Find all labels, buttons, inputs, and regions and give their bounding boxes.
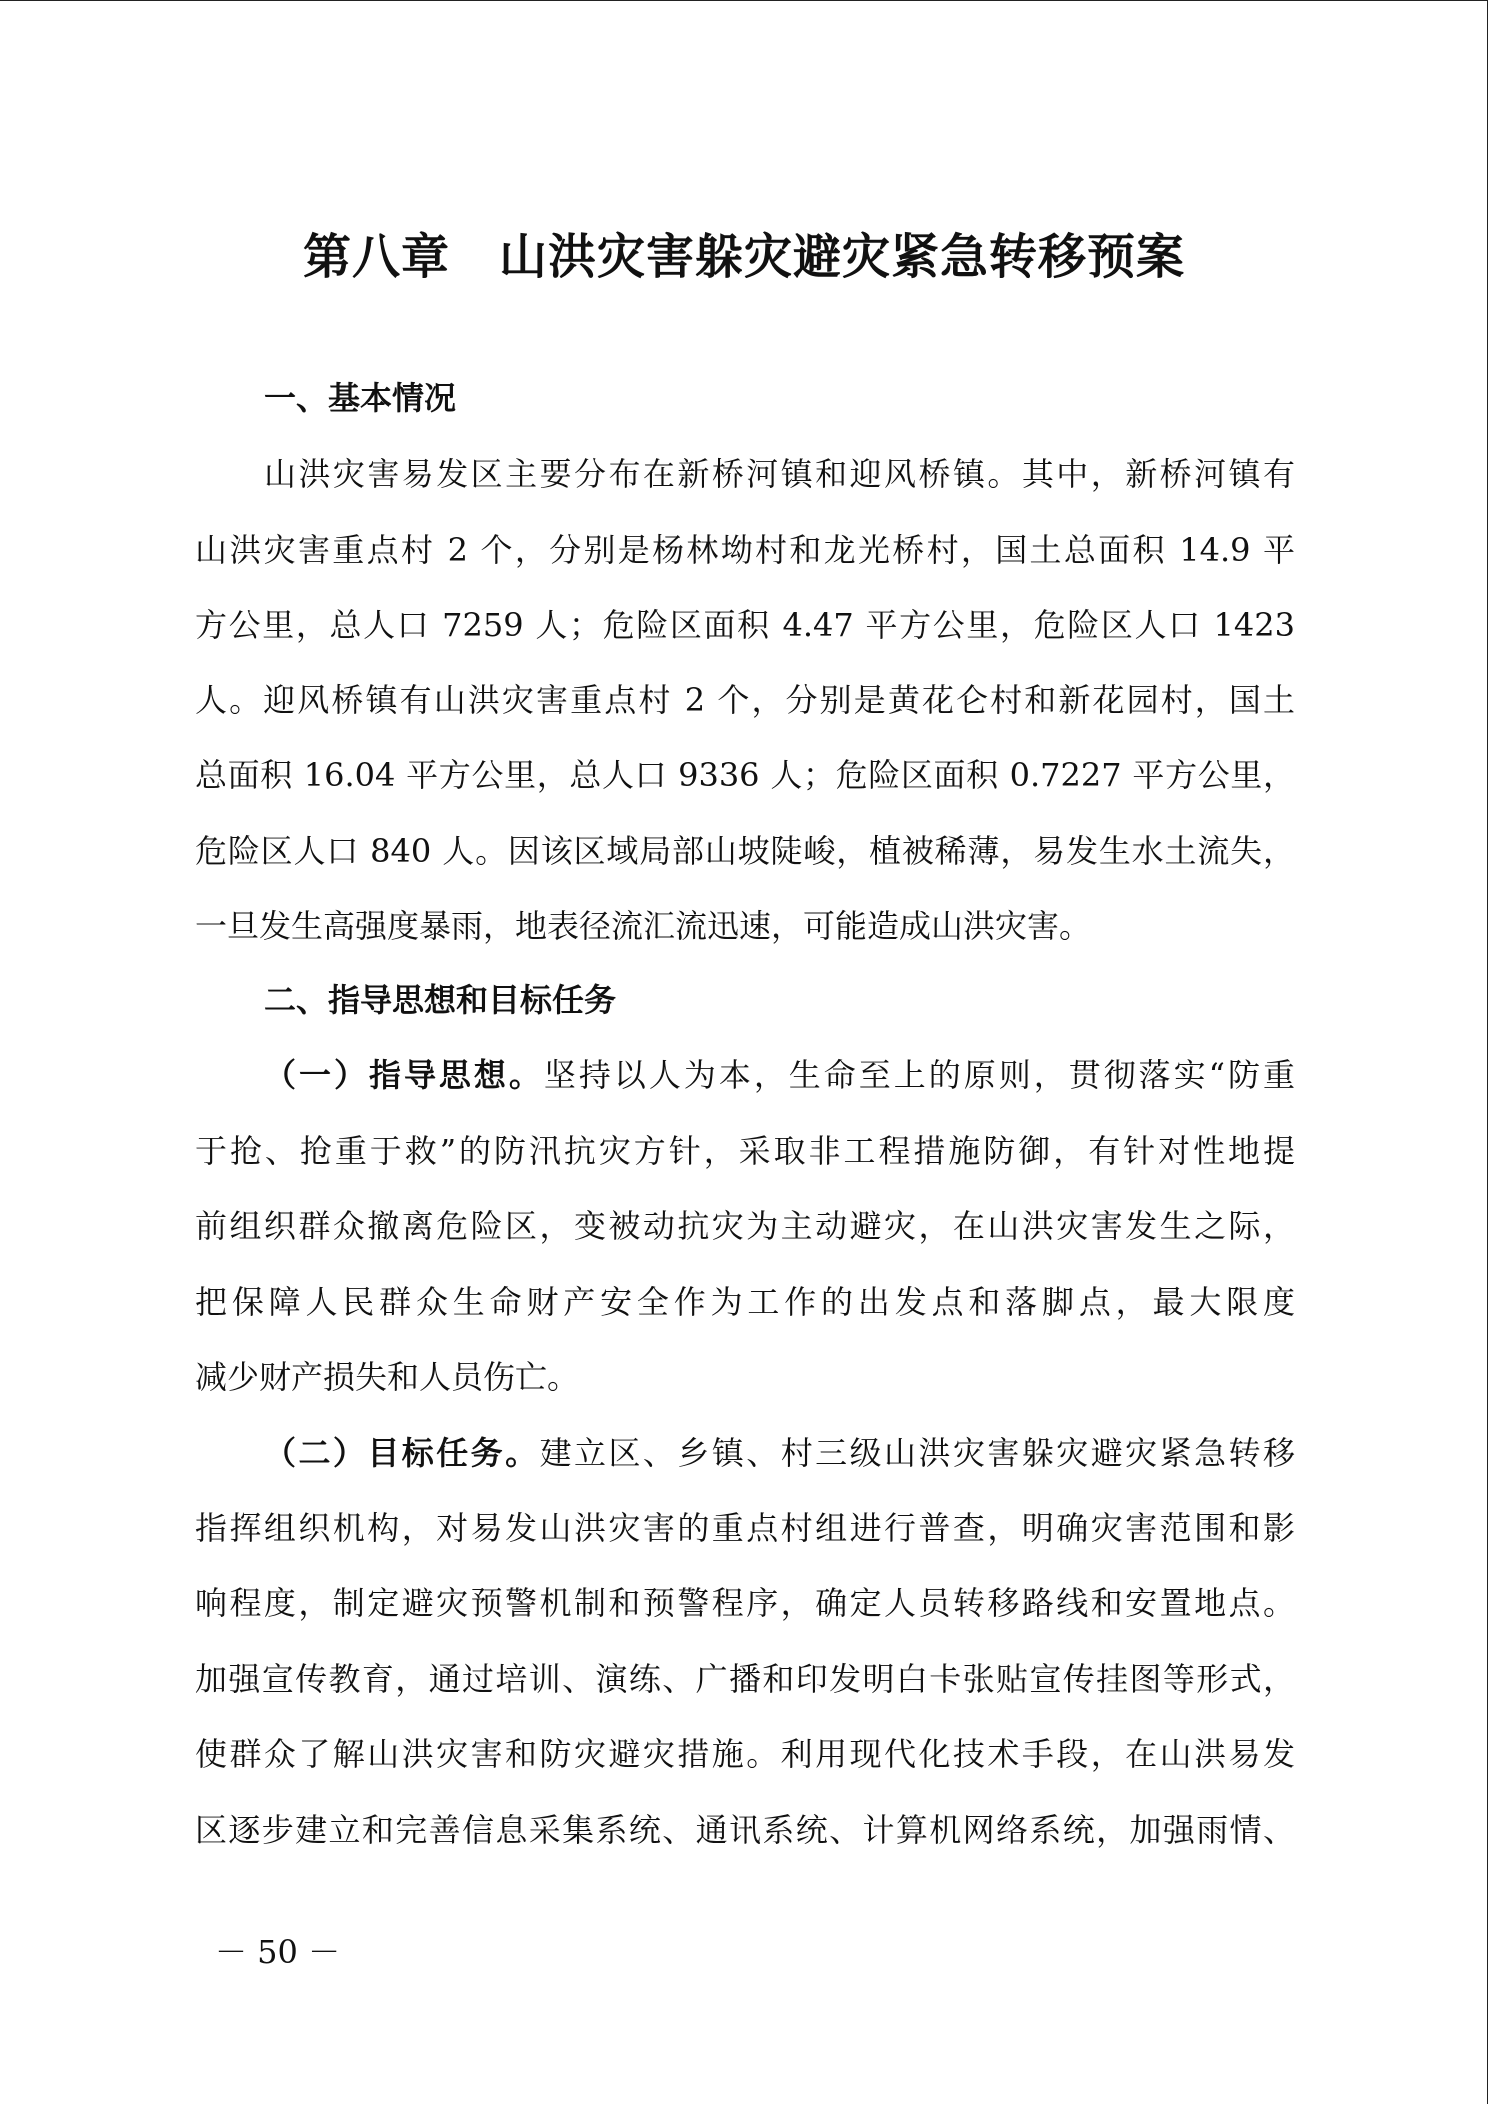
paragraph-line: 山洪灾害重点村 2 个，分别是杨林坳村和龙光桥村，国土总面积 14.9 平	[195, 531, 1295, 569]
paragraph-line: 指挥组织机构，对易发山洪灾害的重点村组进行普查，明确灾害范围和影	[195, 1509, 1295, 1547]
page-number: － 50 －	[215, 1933, 341, 1971]
paragraph-line: 山洪灾害易发区主要分布在新桥河镇和迎风桥镇。其中，新桥河镇有	[264, 455, 1295, 493]
paragraph-line: 使群众了解山洪灾害和防灾避灾措施。利用现代化技术手段，在山洪易发	[195, 1735, 1295, 1773]
tasks-lead: （二）目标任务。	[264, 1434, 540, 1472]
section-heading-guidance-and-tasks: 二、指导思想和目标任务	[264, 981, 617, 1019]
paragraph-line: 一旦发生高强度暴雨，地表径流汇流迅速，可能造成山洪灾害。	[195, 907, 1092, 945]
section-heading-basic-situation: 一、基本情况	[264, 379, 457, 417]
paragraph-line: 方公里，总人口 7259 人；危险区面积 4.47 平方公里，危险区人口 1423	[195, 606, 1295, 644]
paragraph-line-tasks	[264, 1428, 1295, 1474]
tasks-first-line: 建立区、乡镇、村三级山洪灾害躲灾避灾紧急转移	[539, 1434, 1295, 1472]
paragraph-line: 总面积 16.04 平方公里，总人口 9336 人；危险区面积 0.7227 平方公里，	[195, 756, 1295, 794]
paragraph-line: 前组织群众撤离危险区，变被动抗灾为主动避灾，在山洪灾害发生之际，	[195, 1207, 1295, 1245]
page-border-top	[0, 0, 1487, 1]
paragraph-line-guidance	[264, 1050, 1295, 1096]
paragraph-line: 把保障人民群众生命财产安全作为工作的出发点和落脚点，最大限度	[195, 1283, 1295, 1321]
paragraph-line: 响程度，制定避灾预警机制和预警程序，确定人员转移路线和安置地点。	[195, 1584, 1295, 1622]
paragraph-line: 于抢、抢重于救”的防汛抗灾方针，采取非工程措施防御，有针对性地提	[195, 1132, 1295, 1170]
paragraph-line: 加强宣传教育，通过培训、演练、广播和印发明白卡张贴宣传挂图等形式，	[195, 1660, 1295, 1698]
chapter-title: 第八章 山洪灾害躲灾避灾紧急转移预案	[302, 229, 1185, 285]
guidance-first-line: 坚持以人为本，生命至上的原则，贯彻落实“防重	[543, 1056, 1295, 1094]
paragraph-line: 减少财产损失和人员伤亡。	[195, 1358, 580, 1396]
paragraph-line: 人。迎风桥镇有山洪灾害重点村 2 个，分别是黄花仑村和新花园村，国土	[195, 681, 1295, 719]
paragraph-line: 危险区人口 840 人。因该区域局部山坡陡峻，植被稀薄，易发生水土流失，	[195, 832, 1295, 870]
paragraph-line: 区逐步建立和完善信息采集系统、通讯系统、计算机网络系统，加强雨情、	[195, 1811, 1295, 1849]
guidance-lead: （一）指导思想。	[264, 1056, 544, 1094]
